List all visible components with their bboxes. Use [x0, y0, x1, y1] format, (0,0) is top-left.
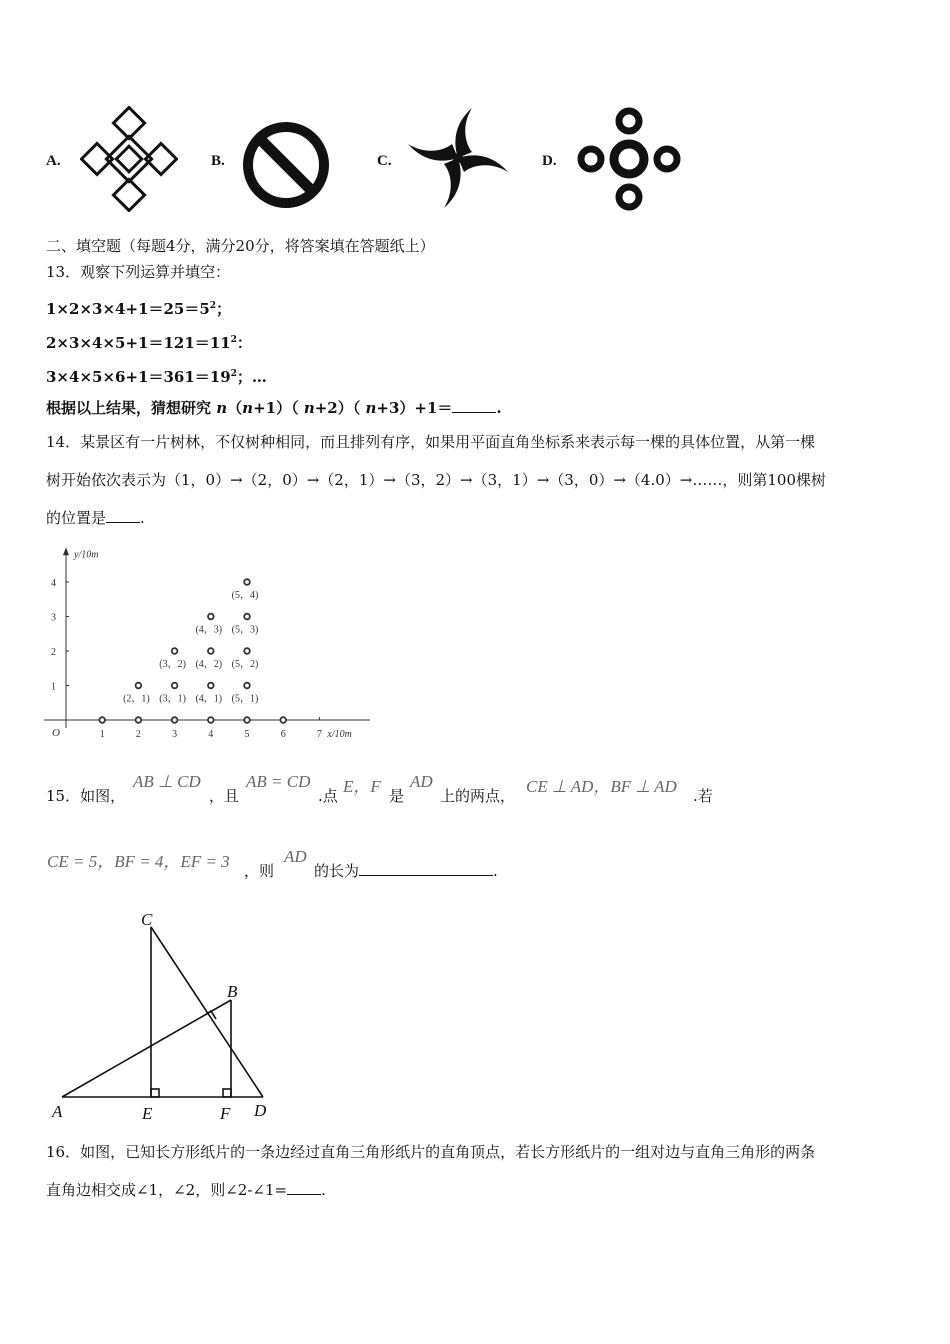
right-angle-mark-e: [151, 1089, 159, 1097]
q16-line-1: [46, 1142, 815, 1162]
tree-point: [172, 683, 178, 689]
x-tick-label: 2: [135, 729, 141, 740]
tree-point: [244, 579, 250, 585]
point-label: (4，2): [195, 659, 223, 670]
tree-point: [244, 717, 250, 723]
q13-line-2: [46, 330, 252, 353]
q13-question-c: +1）（: [253, 399, 299, 417]
q13-line-2-sup: 2: [230, 335, 237, 345]
q13-question-e: +3）+1＝: [376, 399, 453, 417]
section-heading: 二、填空题（每题4分，满分20分，将答案填在答题纸上）: [46, 237, 435, 255]
segment-cd: [151, 927, 263, 1097]
q15-condition-1: AB ⊥ CD: [133, 772, 201, 791]
point-label: (5，1): [231, 693, 259, 705]
q13-line-1-tail: ；: [216, 300, 232, 318]
q13-line-1-text: 1×2×3×4+1＝25＝5: [46, 300, 210, 318]
label-c: C: [141, 910, 153, 929]
y-tick-label: 4: [51, 578, 56, 589]
option-a-label: A.: [46, 153, 61, 169]
q15-points-ef: E，F: [343, 777, 381, 796]
q16-answer-blank[interactable]: [287, 1180, 321, 1195]
pinwheel-icon: [404, 104, 512, 212]
tree-point: [280, 717, 286, 723]
q13-question-b: （: [227, 399, 243, 417]
label-a: A: [52, 1102, 63, 1121]
q15-number: 15．: [46, 787, 81, 805]
label-b: B: [227, 982, 238, 1001]
q13-answer-blank[interactable]: [452, 398, 496, 413]
x-tick-label: 6: [280, 729, 286, 740]
point-label: (4，1): [195, 693, 223, 705]
q15-shi: 是: [389, 787, 405, 805]
q15-question: [314, 861, 498, 881]
q13-number: 13．: [46, 263, 81, 281]
x-tick-label: 3: [172, 729, 178, 740]
q15-condition-3: CE ⊥ AD，BF ⊥ AD: [526, 777, 677, 796]
q16-line-2-text: 直角边相交成∠1，∠2，则∠2-∠1=: [46, 1181, 288, 1199]
q13-line-2-text: 2×3×4×5+1＝121＝11: [46, 334, 231, 352]
q16-line-2: [46, 1180, 326, 1200]
tree-point: [244, 648, 250, 654]
q15-segment-ad: AD: [284, 847, 307, 866]
x-tick-label: 7: [316, 729, 322, 740]
label-d: D: [254, 1101, 267, 1120]
q15-intro: 如图，: [80, 787, 126, 805]
q14-number: 14．: [46, 433, 81, 451]
q13-question-d: +2）（: [314, 399, 361, 417]
y-tick-label: 3: [51, 612, 56, 624]
q13-line-1: [46, 296, 231, 319]
tree-point: [172, 648, 178, 654]
tree-point: [208, 614, 214, 620]
tree-point: [136, 683, 142, 689]
q13-question: [46, 398, 502, 418]
q13-var-n: n: [365, 399, 377, 417]
tree-point: [208, 683, 214, 689]
q13-line-3-text: 3×4×5×6+1＝361＝19: [46, 368, 231, 386]
q13-header: [46, 262, 230, 282]
point-label: (3，2): [159, 659, 186, 670]
tree-point: [136, 717, 142, 723]
q15-ruo: .若: [693, 787, 713, 805]
q15-upper: 上的两点，: [440, 787, 516, 805]
y-tick-label: 1: [51, 681, 56, 693]
tree-point: [99, 717, 105, 723]
label-e: E: [142, 1104, 153, 1123]
q14-answer-blank[interactable]: [106, 508, 140, 523]
tree-point: [208, 717, 214, 723]
label-f: F: [220, 1104, 231, 1123]
q13-question-end: .: [496, 399, 502, 417]
q15-dot: .点: [318, 787, 338, 805]
point-label: (2，1): [123, 693, 150, 705]
x-tick-label: 5: [244, 729, 250, 740]
point-label: (3，1): [159, 693, 186, 705]
q14-line-1-text: 某景区有一片树林，不仅树种相同，而且排列有序，如果用平面直角坐标系来表示每一棵的具体位置，从第一棵: [80, 433, 816, 451]
tree-point: [244, 614, 250, 620]
q13-line-2-tail: ：: [236, 334, 252, 352]
x-tick-label: 1: [99, 729, 105, 740]
q13-prompt: 观察下列运算并填空：: [80, 263, 231, 281]
q13-question-a: 根据以上结果，猜想研究: [46, 399, 212, 417]
point-label: (5，4): [231, 590, 259, 601]
q15-line-1: [46, 786, 125, 806]
prohibition-sign-icon: [240, 118, 332, 212]
origin-label: O: [52, 727, 60, 739]
tree-position-chart: [40, 535, 370, 745]
x-axis-label: x/10m: [327, 729, 352, 740]
q15-length-label: 的长为: [314, 862, 360, 880]
q13-var-n: n: [242, 399, 254, 417]
q13-line-3-tail: ；…: [236, 368, 267, 386]
q16-line-2-end: .: [321, 1181, 326, 1199]
q15-values: CE = 5，BF = 4，EF = 3: [47, 852, 230, 871]
q15-triangle-figure: [50, 905, 280, 1127]
q14-line-2: 树开始依次表示为（1，0）→（2，0）→（2，1）→（3，2）→（3，1）→（3，0）→（4.0）→……，则第100棵树: [46, 471, 826, 489]
tree-point: [208, 648, 214, 654]
q13-var-n: n: [303, 399, 315, 417]
q16-number: 16．: [46, 1143, 81, 1161]
knot-pattern-icon: [80, 106, 178, 212]
q13-line-3: [46, 364, 267, 387]
q15-condition-2: AB = CD: [246, 772, 311, 791]
option-b-label: B.: [211, 153, 225, 169]
q13-var-n: n: [216, 399, 228, 417]
q15-and: ，且: [209, 787, 240, 805]
q16-line-1-text: 如图，已知长方形纸片的一条边经过直角三角形纸片的直角顶点，若长方形纸片的一组对边与直角三角形的两条: [80, 1143, 816, 1161]
q15-ze: ，则: [244, 862, 275, 880]
q15-end: .: [493, 862, 498, 880]
q13-line-1-sup: 2: [209, 301, 217, 311]
q15-segment-ad: AD: [410, 772, 433, 791]
q15-answer-blank[interactable]: [359, 861, 493, 876]
point-label: (5，3): [231, 624, 259, 636]
y-tick-label: 2: [51, 647, 56, 658]
point-label: (5，2): [231, 659, 259, 670]
q14-line-1: [46, 432, 815, 452]
option-d-label: D.: [542, 153, 557, 169]
y-axis-label: y/10m: [74, 549, 99, 561]
q13-line-3-sup: 2: [230, 369, 237, 379]
tree-point: [244, 683, 250, 689]
tree-point: [172, 717, 178, 723]
q14-line-3-text: 的位置是: [46, 509, 107, 527]
q14-line-3-end: .: [140, 509, 145, 527]
q14-line-3: [46, 508, 145, 528]
right-angle-mark-f: [223, 1089, 231, 1097]
x-tick-label: 4: [208, 729, 214, 740]
y-axis-arrow: [63, 547, 69, 555]
point-label: (4，3): [195, 624, 223, 636]
circle-cluster-icon: [576, 106, 682, 212]
option-c-label: C.: [377, 153, 392, 169]
